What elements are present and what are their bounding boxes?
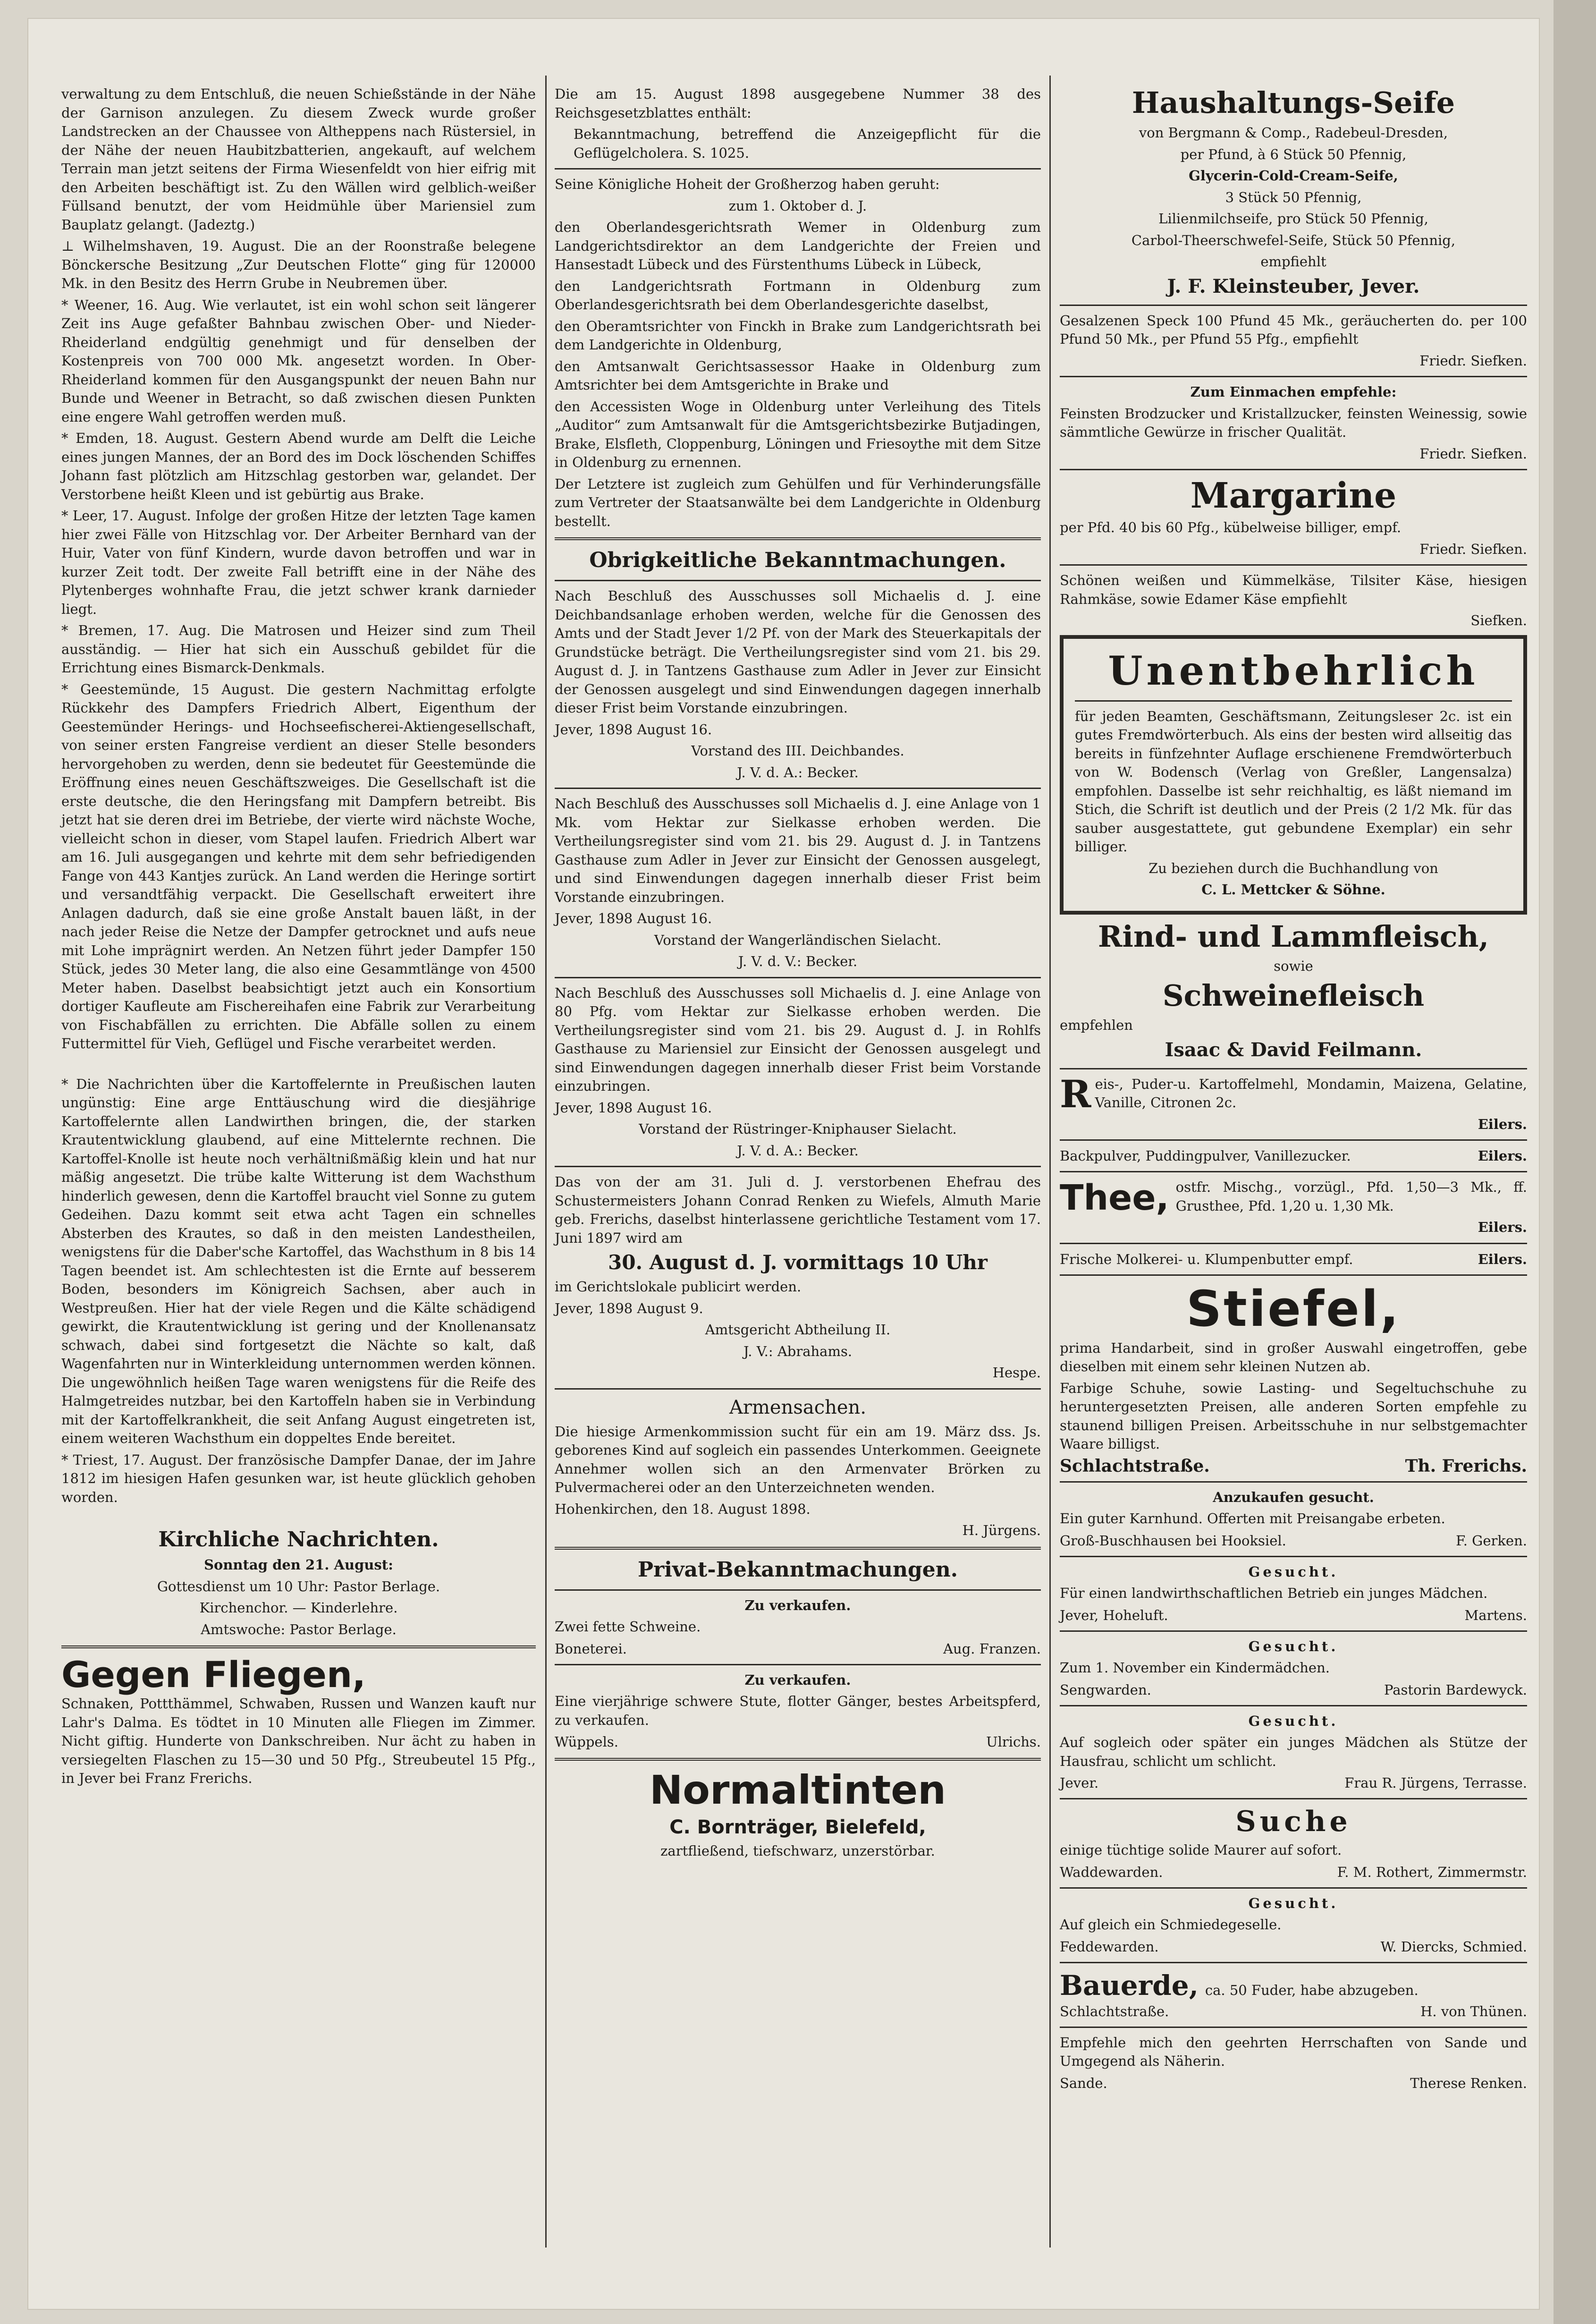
ad-heading: Zum Einmachen empfehle: xyxy=(1190,384,1397,400)
divider xyxy=(1060,1481,1527,1483)
divider xyxy=(555,788,1041,789)
ink-ad-firm: C. Bornträger, Bielefeld, xyxy=(669,1816,926,1838)
notice-date: Jever, 1898 August 16. xyxy=(555,721,712,738)
divider xyxy=(1060,1962,1527,1963)
ad-footer xyxy=(1060,1531,1527,1550)
ad-text: ostfr. Mischg., vorzügl., Pfd. 1,50—3 Mk., ff. Grusthee, Pfd. 1,20 u. 1,30 Mk. xyxy=(1175,1179,1527,1214)
column-right xyxy=(1060,85,1527,2093)
ad-footer xyxy=(1060,1606,1527,1625)
divider xyxy=(1060,305,1527,306)
ad-text: Für einen landwirthschaftlichen Betrieb ein junges Mädchen. xyxy=(1060,1585,1488,1601)
ad-text: Auf sogleich oder später ein junges Mädchen als Stütze der Hausfrau, schlicht um schlicht. xyxy=(1060,1734,1527,1769)
meat-ad-title: Rind- und Lammfleisch, xyxy=(1098,919,1489,954)
notice-text: Nach Beschluß des Ausschusses soll Michaelis d. J. eine Deichbandsanlage erhoben werden, welche für die Genossen des Amts und der Stadt Jever 1/2 Pf. von der Mark des Steuerkapitals der Grundstücke beträgt. Die Vertheilungsregister sind vom 21. bis 29. August d. J. in Tantzens Gasthause zum Adler in Jever zur Einsicht der Genossen ausgelegt und sind Einwendungen dagegen innerhalb dieser Frist beim Vorstande einzubringen. xyxy=(555,588,1041,716)
notice-text: den Landgerichtsrath Fortmann in Oldenburg zum Oberlandesgerichtsrath bei dem Oberlandesgerichte daselbst, xyxy=(555,278,1041,313)
notice-text: Seine Königliche Hoheit der Großherzog haben geruht: xyxy=(555,176,940,192)
ad-name: Frau R. Jürgens, Terrasse. xyxy=(1344,1775,1527,1791)
ad-text: Zwei fette Schweine. xyxy=(555,1619,701,1635)
ad-signature: Eilers. xyxy=(1478,1251,1527,1267)
ad-firm: J. F. Kleinsteuber, Jever. xyxy=(1167,275,1420,297)
article-paragraph: * Die Nachrichten über die Kartoffelernte in Preußischen lauten ungünstig: Eine arge Enttäuschung wird die diesjährige Kartoffelernte allen Landwirthen bringen, die, der starken Krautentwicklung glaubend, auf eine Mittelernte rechnen. Die Kartoffel-Knolle ist heute noch verhältnißmäßig klein und hat nur mäßig angesetzt. Die trübe kalte Witterung ist dem Wachsthum hinderlich gewesen, denn die Kartoffel braucht viel Sonne zu gutem Gedeihen. Dazu kommt seit etwa acht Tagen ein schnelles Absterben des Krautes, so daß in den meisten Landestheilen, wenigstens für die Daber'sche Kartoffel, das Wachsthum in 8 bis 14 Tagen beendet ist. Am schlechtesten ist die Ernte auf besserem Boden, besonders im Königreich Sachsen, aber auch in Westpreußen. Hier hat der viele Regen und die Kälte schädigend gewirkt, die Krautentwicklung ist gering und der Knollenansatz schwach, dabei sind fortgesetzt die Nächte so kalt, daß Wagenfahrten nur in Winterkleidung unternommen werden können. Die ungewöhnlich heißen Tage waren wenigstens für die Reife des Halmgetreides nutzbar, bei den Kartoffeln haben sie in Verbindung mit der Kartoffelkrankheit, die seit Anfang August eingetreten ist, einem weiteren Wachsthum ein doppeltes Ende bereitet. xyxy=(61,1076,536,1446)
notice-text: Die am 15. August 1898 ausgegebene Nummer 38 des Reichsgesetzblattes enthält: xyxy=(555,86,1041,121)
notice-signature: Amtsgericht Abtheilung II. xyxy=(705,1322,891,1338)
notice-text: Nach Beschluß des Ausschusses soll Michaelis d. J. eine Anlage von 80 Pfg. vom Hektar zur Sielkasse erhoben werden. Die Vertheilungsregister sind vom 21. bis 29. August d. J. in Rohlfs Gasthause zu Mariensiel zur Einsicht der Genossen ausgelegt und sind Einwendungen dagegen innerhalb dieser Frist beim Vorstande einzubringen. xyxy=(555,984,1041,1094)
divider xyxy=(555,580,1041,581)
ad-line: 3 Stück 50 Pfennig, xyxy=(1225,189,1362,205)
article-paragraph: * Triest, 17. August. Der französische Dampfer Danae, der im Jahre 1812 im hiesigen Hafen gesunken war, ist heute glücklich gehoben worden. xyxy=(61,1451,536,1505)
article-paragraph: * Emden, 18. August. Gestern Abend wurde am Delft die Leiche eines jungen Mannes, der an Bord des im Dock löschenden Schiffes Johann fast plötzlich am Hitzschlag gestorben war, gelandet. Der Verstorbene heißt Kleen und ist gebürtig aus Brake. xyxy=(61,430,536,502)
divider xyxy=(1060,376,1527,377)
notice-signature: Vorstand des III. Deichbandes. xyxy=(691,743,904,759)
article-paragraph: * Leer, 17. August. Infolge der großen Hitze der letzten Tage kamen hier zwei Fälle von Hitzschlag vor. Der Arbeiter Bernhard van der Huir, Vater von fünf Kindern, wurde davon betroffen und war in kurzer Zeit todt. Der zweite Fall betrifft eine in der Nähe des Plytenberges wohnhafte Frau, die jetzt schwer krank darnieder liegt. xyxy=(61,508,536,617)
ad-name: Ulrichs. xyxy=(986,1734,1041,1750)
divider xyxy=(1060,1887,1527,1889)
divider xyxy=(555,168,1041,170)
column-divider xyxy=(545,76,547,2248)
ad-name: H. von Thünen. xyxy=(1420,2003,1527,2019)
ad-text: Feinsten Brodzucker und Kristallzucker, feinsten Weinessig, sowie sämmtliche Gewürze in frischer Qualität. xyxy=(1060,405,1527,440)
notice-signature: J. V.: Abrahams. xyxy=(743,1343,853,1359)
notice-text: den Accessisten Woge in Oldenburg unter Verleihung des Titels „Auditor“ zum Amtsanwalt für die Amtsgerichtsbezirke Butjadingen, Brake, Elsfleth, Cloppenburg, Löningen und Friesoythe mit dem Sitze in Oldenburg zu ernennen. xyxy=(555,398,1041,470)
ad-line: empfiehlt xyxy=(1260,254,1326,270)
ad-line: von Bergmann & Comp., Radebeul-Dresden, xyxy=(1139,125,1448,141)
ad-firm: Isaac & David Feilmann. xyxy=(1165,1038,1422,1061)
notice-emphasis: 30. August d. J. vormittags 10 Uhr xyxy=(608,1251,988,1274)
ad-text: Empfehle mich den geehrten Herrschaften von Sande und Umgegend als Näherin. xyxy=(1060,2034,1527,2069)
ad-name: F. Gerken. xyxy=(1456,1532,1527,1549)
dictionary-ad-box xyxy=(1060,635,1527,915)
notice-date: Jever, 1898 August 16. xyxy=(555,1099,712,1116)
ad-signature: Friedr. Siefken. xyxy=(1419,352,1527,369)
notice-date: Jever, 1898 August 16. xyxy=(555,910,712,926)
pork-ad-title: Schweinefleisch xyxy=(1162,978,1425,1013)
wanted-title: Gesucht. xyxy=(1248,1563,1339,1580)
notice-date: Jever, 1898 August 9. xyxy=(555,1300,703,1316)
divider xyxy=(1075,700,1512,702)
ad-footer xyxy=(1060,1146,1527,1165)
notice-signature: J. V. d. A.: Becker. xyxy=(737,1142,859,1159)
newspaper-page xyxy=(28,19,1539,2309)
divider xyxy=(1060,564,1527,566)
boots-ad-title: Stiefel, xyxy=(1186,1280,1401,1338)
divider xyxy=(555,537,1041,540)
soap-ad-title: Haushaltungs-Seife xyxy=(1132,85,1455,120)
ad-place: Schlachtstraße. xyxy=(1060,2003,1169,2019)
ad-text: per Pfd. 40 bis 60 Pfg., kübelweise billiger, empf. xyxy=(1060,519,1402,535)
ad-signature: Friedr. Siefken. xyxy=(1419,541,1527,557)
article-paragraph: verwaltung zu dem Entschluß, die neuen Schießstände in der Nähe der Garnison anzulegen. Zu diesem Zweck wurde großer Landstrecken an der Chaussee von Altheppens nach Rüstersiel, in der Nähe der neuen Haubitzbatterien, angekauft, auf welchem Terrain man jetzt seitens der Firma Wiesenfeldt von hier eifrig mit den Arbeiten beschäftigt ist. Zu den Wällen wird gelblich-weißer Füllsand benutzt, der vom Heidmühle über Mariensiel zum Bauplatz gelangt. (Jadeztg.) xyxy=(61,86,536,233)
ad-line: per Pfund, à 6 Stück 50 Pfennig, xyxy=(1180,146,1407,162)
ad-place: Feddewarden. xyxy=(1060,1938,1159,1955)
ad-text: Zu beziehen durch die Buchhandlung von xyxy=(1148,860,1438,876)
margarine-ad-title: Margarine xyxy=(1190,475,1397,516)
ad-place: Schlachtstraße. xyxy=(1060,1456,1210,1476)
dictionary-ad-title: Unentbehrlich xyxy=(1108,647,1479,694)
poor-relief-title: Armensachen. xyxy=(729,1396,867,1418)
ad-name: Th. Frerichs. xyxy=(1405,1456,1527,1476)
ad-firm: C. L. Mettcker & Söhne. xyxy=(1201,882,1385,898)
notice-text: im Gerichtslokale publicirt werden. xyxy=(555,1279,802,1295)
article-paragraph: * Weener, 16. Aug. Wie verlautet, ist ein wohl schon seit längerer Zeit ins Auge gefaßter Bahnbau zwischen Ober- und Nieder-Rheiderland endgültig genehmigt und für denselben der Kostenpreis von 700 000 Mk. angesetzt worden. In Ober-Rheiderland kommen für den Ausgangspunkt der neuen Bahn nur Bunde und Weener in Betracht, so daß zwischen diesen Punkten eine engere Wahl getroffen werden muß. xyxy=(61,297,536,425)
ad-line: empfehlen xyxy=(1060,1017,1133,1033)
ad-signature: Siefken. xyxy=(1470,612,1527,628)
soil-ad-title: Bauerde, xyxy=(1060,1969,1199,2002)
ad-line: Carbol-Theerschwefel-Seife, Stück 50 Pfennig, xyxy=(1131,232,1456,248)
ad-place: Sande. xyxy=(1060,2075,1107,2091)
notice-signature: H. Jürgens. xyxy=(962,1522,1041,1538)
notice-text: Bekanntmachung, betreffend die Anzeigepflicht für die Geflügelcholera. S. 1025. xyxy=(574,126,1041,161)
private-notices-title: Privat-Bekanntmachungen. xyxy=(637,1557,958,1582)
ad-text: für jeden Beamten, Geschäftsmann, Zeitungsleser 2c. ist ein gutes Fremdwörterbuch. Als eins der besten wird allseitig das bereits in fünfzehnter Auflage erschienene Fremdwörterbuch von W. Bodensch (Verlag von Greßler, Langensalza) empfohlen. Dasselbe ist sehr reichhaltig, es läßt niemand im Stich, die Schrift ist deutlich und der Preis (2 1/2 Mk. für das sauber ausgestattete, gut gebundene Exemplar) ein sehr billiger. xyxy=(1075,708,1512,855)
ad-footer xyxy=(1060,1457,1527,1476)
divider xyxy=(555,1589,1041,1591)
wanted-title: Gesucht. xyxy=(1248,1713,1339,1729)
divider xyxy=(1060,1798,1527,1799)
ad-footer xyxy=(1060,2002,1527,2021)
ad-footer xyxy=(555,1639,1041,1658)
divider xyxy=(1060,1630,1527,1632)
ad-text: einige tüchtige solide Maurer auf sofort. xyxy=(1060,1842,1342,1858)
ad-place: Wüppels. xyxy=(555,1734,618,1750)
search-ad-title: Suche xyxy=(1235,1805,1351,1838)
for-sale-title: Zu verkaufen. xyxy=(744,1597,851,1613)
divider xyxy=(1060,1139,1527,1141)
notice-text: den Oberamtsrichter von Finckh in Brake zum Landgerichtsrath bei dem Landgerichte in Oldenburg, xyxy=(555,318,1041,353)
drop-cap: R xyxy=(1060,1071,1091,1116)
ad-text: Schönen weißen und Kümmelkäse, Tilsiter Käse, hiesigen Rahmkäse, sowie Edamer Käse empfiehlt xyxy=(1060,572,1527,607)
ad-footer xyxy=(1060,1250,1527,1269)
soil-ad xyxy=(1060,1969,1527,2002)
notice-text: Der Letztere ist zugleich zum Gehülfen und für Verhinderungsfälle zum Vertreter der Staatsanwälte bei dem Landgerichte in Oldenburg bestellt. xyxy=(555,475,1041,529)
notice-date: Hohenkirchen, den 18. August 1898. xyxy=(555,1501,811,1517)
ad-name: Martens. xyxy=(1464,1607,1527,1623)
divider xyxy=(61,1645,536,1648)
ink-ad-title: Normaltinten xyxy=(649,1767,946,1813)
divider xyxy=(1060,1274,1527,1276)
ad-signature: Eilers. xyxy=(1478,1219,1527,1235)
ad-name: Aug. Franzen. xyxy=(943,1640,1041,1657)
ad-line: Glycerin-Cold-Cream-Seife, xyxy=(1189,168,1398,184)
divider xyxy=(1060,1556,1527,1557)
flies-ad-text: Schnaken, Pottthämmel, Schwaben, Russen und Wanzen kauft nur Lahr's Dalma. Es tödtet in 10 Minuten alle Fliegen im Zimmer. Nicht giftig. Hunderte von Dankschreiben. Nur ächt zu haben in versiegelten Flaschen zu 15—30 und 50 Pfg., Streubeutel 15 Pfg., in Jever bei Franz Frerichs. xyxy=(61,1696,536,1786)
ad-place: Sengwarden. xyxy=(1060,1681,1151,1698)
ad-text: Zum 1. November ein Kindermädchen. xyxy=(1060,1660,1330,1676)
ad-footer xyxy=(1060,1680,1527,1699)
ad-place: Waddewarden. xyxy=(1060,1864,1163,1880)
ad-text: Frische Molkerei- u. Klumpenbutter empf. xyxy=(1060,1251,1353,1267)
flies-ad-title: Gegen Fliegen, xyxy=(61,1654,366,1696)
ad-place: Groß-Buschhausen bei Hooksiel. xyxy=(1060,1532,1286,1549)
ad-text: Backpulver, Puddingpulver, Vanillezucker. xyxy=(1060,1148,1351,1164)
divider xyxy=(1060,1068,1527,1069)
column-divider xyxy=(1049,76,1051,2248)
divider xyxy=(555,1166,1041,1167)
ad-text: Auf gleich ein Schmiedegeselle. xyxy=(1060,1917,1282,1933)
wanted-title: Gesucht. xyxy=(1248,1895,1339,1911)
divider xyxy=(1060,469,1527,470)
church-news-line: Gottesdienst um 10 Uhr: Pastor Berlage. xyxy=(157,1578,440,1595)
ad-footer xyxy=(1060,1863,1527,1882)
divider xyxy=(1060,1243,1527,1244)
column-left xyxy=(61,85,536,1791)
divider xyxy=(1060,1705,1527,1706)
ad-name: Therese Renken. xyxy=(1410,2075,1527,2091)
starch-ad xyxy=(1060,1071,1527,1116)
ad-text: Farbige Schuhe, sowie Lasting- und Segeltuchschuhe zu heruntergesetzten Preisen, alle anderen Sorten empfehle zu staunend billigen Preisen. Arbeitsschuhe in nur selbstgemachter Waare billigst. xyxy=(1060,1380,1527,1452)
ad-text: prima Handarbeit, sind in großer Auswahl eingetroffen, gebe dieselben mit einem sehr kleinen Nutzen ab. xyxy=(1060,1340,1527,1374)
page-edge xyxy=(1554,0,1596,2324)
ad-footer xyxy=(555,1732,1041,1751)
ad-signature: Eilers. xyxy=(1478,1148,1527,1164)
divider xyxy=(1060,1171,1527,1172)
church-news-line: Amtswoche: Pastor Berlage. xyxy=(201,1621,397,1637)
notice-text: Das von der am 31. Juli d. J. verstorbenen Ehefrau des Schustermeisters Johann Conrad Renken zu Wiefels, Almuth Marie geb. Frerichs, daselbst hinterlassene gerichtliche Testament vom 17. Juni 1897 wird am xyxy=(555,1174,1041,1246)
divider xyxy=(555,1388,1041,1390)
notice-signature: Hespe. xyxy=(992,1365,1041,1381)
notice-signature: Vorstand der Rüstringer-Kniphauser Sielacht. xyxy=(639,1121,957,1137)
notice-signature: J. V. d. A.: Becker. xyxy=(737,764,859,780)
notice-text: Die hiesige Armenkommission sucht für ein am 19. März dss. Js. geborenes Kind auf sogleich ein passendes Unterkommen. Geeignete Annehmer wollen sich an den Armenvater Brörken zu Pulvermacherei oder an den Unterzeichneten wenden. xyxy=(555,1423,1041,1495)
ad-name: F. M. Rothert, Zimmermstr. xyxy=(1337,1864,1527,1880)
for-sale-title: Zu verkaufen. xyxy=(744,1671,851,1688)
ad-line: Lilienmilchseife, pro Stück 50 Pfennig, xyxy=(1158,211,1428,227)
ad-text: eis-, Puder-u. Kartoffelmehl, Mondamin, Maizena, Gelatine, Vanille, Citronen 2c. xyxy=(1095,1076,1527,1111)
ad-place: Boneterei. xyxy=(555,1640,627,1657)
article-paragraph: * Bremen, 17. Aug. Die Matrosen und Heizer sind zum Theil ausständig. — Hier hat sich ein Ausschuß gebildet für die Errichtung eines Bismarck-Denkmals. xyxy=(61,622,536,676)
ad-name: W. Diercks, Schmied. xyxy=(1380,1938,1527,1955)
notice-signature: J. V. d. V.: Becker. xyxy=(738,953,858,969)
ad-footer xyxy=(1060,2074,1527,2093)
ad-text: Gesalzenen Speck 100 Pfund 45 Mk., geräucherten do. per 100 Pfund 50 Mk., per Pfund 55 Pfg., empfiehlt xyxy=(1060,312,1527,347)
notice-text: den Amtsanwalt Gerichtsassessor Haake in Oldenburg zum Amtsrichter bei dem Amtsgerichte in Brake und xyxy=(555,358,1041,393)
official-notices-title: Obrigkeitliche Bekanntmachungen. xyxy=(589,548,1006,572)
church-news-line: Kirchenchor. — Kinderlehre. xyxy=(199,1600,398,1616)
ad-signature: Eilers. xyxy=(1478,1116,1527,1132)
ad-signature: Friedr. Siefken. xyxy=(1419,445,1527,462)
ad-line: sowie xyxy=(1274,958,1313,974)
column-middle xyxy=(555,85,1041,1864)
divider xyxy=(555,1664,1041,1665)
divider xyxy=(555,1758,1041,1761)
ad-footer xyxy=(1060,1937,1527,1956)
notice-text: zum 1. Oktober d. J. xyxy=(728,197,867,214)
ad-place: Jever, Hoheluft. xyxy=(1060,1607,1168,1623)
ad-text: ca. 50 Fuder, habe abzugeben. xyxy=(1205,1982,1419,1998)
divider xyxy=(1060,2027,1527,2028)
notice-signature: Vorstand der Wangerländischen Sielacht. xyxy=(654,932,942,948)
church-news-date: Sonntag den 21. August: xyxy=(204,1557,393,1573)
ad-text: Eine vierjährige schwere Stute, flotter Gänger, bestes Arbeitspferd, zu verkaufen. xyxy=(555,1693,1041,1728)
notice-text: den Oberlandesgerichtsrath Wemer in Oldenburg zum Landgerichtsdirektor an dem Landgerichte der Freien und Hansestadt Lübeck und des Fürstenthums Lübeck in Lübeck, xyxy=(555,219,1041,272)
church-news-title: Kirchliche Nachrichten. xyxy=(158,1527,439,1552)
ad-heading: Anzukaufen gesucht. xyxy=(1213,1489,1374,1505)
tea-ad-title: Thee, xyxy=(1060,1178,1169,1218)
ad-footer xyxy=(1060,1773,1527,1792)
wanted-title: Gesucht. xyxy=(1248,1638,1339,1654)
ad-text: Ein guter Karnhund. Offerten mit Preisangabe erbeten. xyxy=(1060,1510,1445,1527)
ink-ad-subtitle: zartfließend, tiefschwarz, unzerstörbar. xyxy=(660,1843,935,1859)
tea-ad xyxy=(1060,1178,1527,1218)
ad-place: Jever. xyxy=(1060,1775,1099,1791)
ad-name: Pastorin Bardewyck. xyxy=(1384,1681,1527,1698)
divider xyxy=(555,1547,1041,1550)
notice-text: Nach Beschluß des Ausschusses soll Michaelis d. J. eine Anlage von 1 Mk. vom Hektar zur Sielkasse erhoben werden. Die Vertheilungsregister sind vom 21. bis 29. August d. J. in Tantzens Gasthause zum Adler in Jever zur Einsicht der Genossen ausgelegt, und sind Einwendungen dagegen innerhalb dieser Frist beim Vorstande einzubringen. xyxy=(555,796,1041,905)
divider xyxy=(555,977,1041,978)
article-paragraph: ⊥ Wilhelmshaven, 19. August. Die an der Roonstraße belegene Bönckersche Besitzung „Zur Deutschen Flotte“ ging für 120000 Mk. in den Besitz des Herrn Grube in Neubremen über. xyxy=(61,238,536,291)
article-paragraph: * Geestemünde, 15 August. Die gestern Nachmittag erfolgte Rückkehr des Dampfers Friedrich Albert, Eigenthum der Geestemünder Herings- und Hochseefischerei-Aktiengesellschaft, von seiner ersten Fangreise verdient an dieser Stelle besonders hervorgehoben zu werden, denn sie bedeutet für Geestemünde die Eröffnung eines neuen Geschäftszweiges. Die Gesellschaft ist die erste deutsche, die den Heringsfang mit Dampfern betreibt. Bis jetzt hat sie deren drei im Betriebe, der vierte wird nächste Woche, vielleicht schon in dieser, vom Stapel laufen. Friedrich Albert war am 16. Juli ausgegangen und kehrte mit dem sehr befriedigenden Fange von 443 Kantjes zurück. An Land werden die Heringe sortirt und versandtfähig verpackt. Die Gesellschaft erweitert ihre Anlagen dadurch, daß sie eine große Anstalt bauen läßt, in der nach jeder Reise die Netze der Dampfer getrocknet und aufs neue mit Lohe imprägnirt werden. An Netzen führt jeder Dampfer 150 Stück, jedes 30 Meter lang, die also eine Gesammtlänge von 4500 Meter haben. Daselbst beabsichtigt jetzt auch ein Konsortium dortiger Kaufleute am Fischereihafen eine Fabrik zur Verarbeitung von Fischabfällen zu errichten. Die Abfälle sollen zu einem Futtermittel für Vieh, Geflügel und Fische verarbeitet werden. xyxy=(61,681,536,1052)
